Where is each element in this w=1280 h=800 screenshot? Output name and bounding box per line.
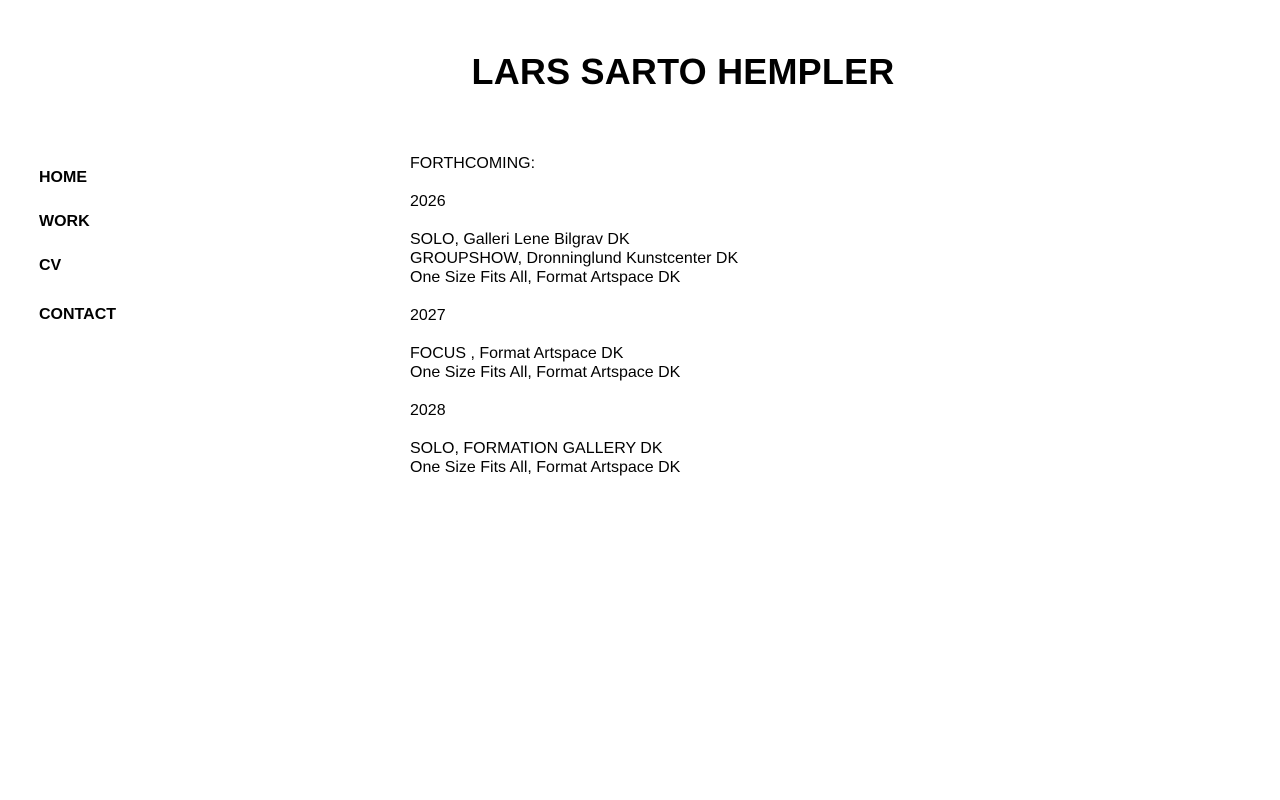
exhibition-entry: One Size Fits All, Format Artspace DK	[410, 269, 681, 286]
site-title: LARS SARTO HEMPLER	[471, 51, 895, 92]
exhibition-entry: SOLO, Galleri Lene Bilgrav DK	[410, 231, 630, 248]
nav-home-link[interactable]: HOME	[39, 169, 87, 186]
exhibition-entry: GROUPSHOW, Dronninglund Kunstcenter DK	[410, 250, 739, 267]
year-heading: 2027	[410, 307, 446, 324]
exhibition-entry: One Size Fits All, Format Artspace DK	[410, 459, 681, 476]
exhibition-list	[410, 230, 1110, 287]
nav-cv-link[interactable]: CV	[39, 257, 62, 274]
nav-work-link[interactable]: WORK	[39, 213, 90, 230]
year-heading: 2028	[410, 402, 446, 419]
nav-contact-link[interactable]: CONTACT	[39, 306, 117, 323]
forthcoming-heading: FORTHCOMING:	[410, 155, 536, 172]
exhibition-entry: SOLO, FORMATION GALLERY DK	[410, 440, 663, 457]
forthcoming-content	[410, 154, 1110, 496]
exhibition-entry: One Size Fits All, Format Artspace DK	[410, 364, 681, 381]
exhibition-list	[410, 439, 1110, 477]
year-heading: 2026	[410, 193, 446, 210]
exhibition-entry: FOCUS , Format Artspace DK	[410, 345, 624, 362]
exhibition-list	[410, 344, 1110, 382]
